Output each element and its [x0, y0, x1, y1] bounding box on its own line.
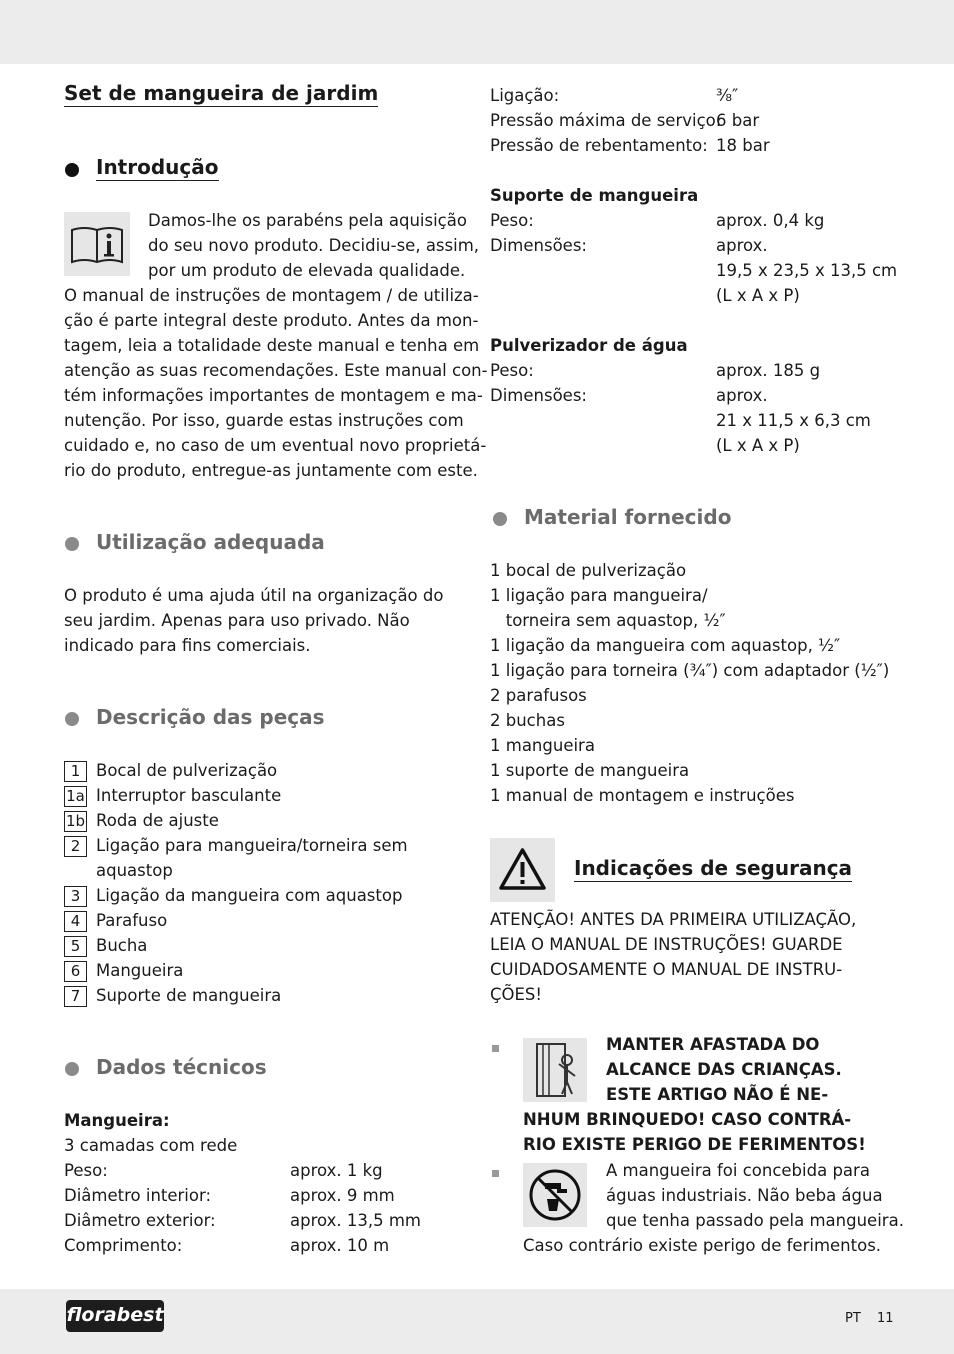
safety-line: águas industriais. Não beba água: [606, 1186, 883, 1205]
part-number-box: 1a: [64, 786, 87, 807]
section-bullet: [493, 512, 507, 526]
sprayer-spec-label: Dimensões:: [490, 386, 587, 405]
hose-spec-value: 18 bar: [716, 136, 770, 155]
hose-spec-label: Peso:: [64, 1161, 108, 1180]
warning-line: ATENÇÃO! ANTES DA PRIMEIRA UTILIZAÇÃO,: [490, 910, 857, 929]
usage-line: O produto é uma ajuda útil na organização do: [64, 586, 444, 605]
part-number-box: 2: [64, 836, 87, 857]
part-label: aquastop: [96, 861, 173, 880]
usage-line: indicado para fins comerciais.: [64, 636, 311, 655]
part-label: Roda de ajuste: [96, 811, 219, 830]
holder-spec-value: 19,5 x 23,5 x 13,5 cm: [716, 261, 898, 280]
supplied-heading: Material fornecido: [524, 505, 732, 529]
intro-line: rio do produto, entregue-as juntamente com este.: [64, 461, 478, 480]
safety-line: RIO EXISTE PERIGO DE FERIMENTOS!: [523, 1135, 866, 1154]
sprayer-spec-value: 21 x 11,5 x 6,3 cm: [716, 411, 871, 430]
safety-line: ALCANCE DAS CRIANÇAS.: [606, 1060, 842, 1079]
safety-line: MANTER AFASTADA DO: [606, 1035, 820, 1054]
safety-line: NHUM BRINQUEDO! CASO CONTRÁ-: [523, 1110, 852, 1129]
sprayer-spec-value: aprox. 185 g: [716, 361, 821, 380]
intro-line: O manual de instruções de montagem / de utiliza-: [64, 286, 479, 305]
intro-line: ção é parte integral deste produto. Antes da mon-: [64, 311, 479, 330]
hose-spec-value: ⅜″: [716, 86, 739, 105]
supplied-item: 1 manual de montagem e instruções: [490, 786, 795, 805]
header-band: [0, 0, 954, 64]
page-title: Set de mangueira de jardim: [64, 81, 379, 105]
hose-spec-value: aprox. 9 mm: [290, 1186, 395, 1205]
hose-spec-value: aprox. 10 m: [290, 1236, 390, 1255]
intro-line: nutenção. Por isso, guarde estas instruções com: [64, 411, 464, 430]
part-label: Bocal de pulverização: [96, 761, 278, 780]
parts-heading: Descrição das peças: [96, 705, 325, 729]
warning-line: LEIA O MANUAL DE INSTRUÇÕES! GUARDE: [490, 935, 843, 954]
sprayer-spec-label: Peso:: [490, 361, 534, 380]
holder-spec-label: Dimensões:: [490, 236, 587, 255]
part-number-box: 1b: [65, 812, 86, 830]
holder-title: Suporte de mangueira: [490, 186, 699, 205]
part-label: Parafuso: [96, 911, 168, 930]
intro-line: tém informações importantes de montagem e ma-: [64, 386, 483, 405]
part-number-box: 6: [64, 961, 87, 982]
footer-lang: PT: [845, 1311, 861, 1326]
part-label: Bucha: [96, 936, 148, 955]
child-warning-icon: [523, 1038, 587, 1102]
supplied-item: 1 suporte de mangueira: [490, 761, 690, 780]
hose-spec-value: aprox. 1 kg: [290, 1161, 383, 1180]
part-label: Ligação da mangueira com aquastop: [96, 886, 403, 905]
supplied-item: 1 mangueira: [490, 736, 595, 755]
section-bullet: [65, 712, 79, 726]
part-number-box: 5: [64, 936, 87, 957]
part-number-box: 1: [64, 761, 87, 782]
info-book-icon: [64, 212, 130, 276]
holder-spec-value: aprox.: [716, 236, 768, 255]
safety-heading: Indicações de segurança: [574, 856, 853, 880]
intro-line: por um produto de elevada qualidade.: [148, 261, 466, 280]
sprayer-title: Pulverizador de água: [490, 336, 688, 355]
warning-line: CUIDADOSAMENTE O MANUAL DE INSTRU-: [490, 960, 843, 979]
part-number-box: 7: [64, 986, 87, 1007]
page-number: 11: [877, 1311, 894, 1326]
warning-line: ÇÕES!: [490, 985, 543, 1004]
sprayer-spec-value: aprox.: [716, 386, 768, 405]
intro-line: tagem, leia a totalidade deste manual e tenha em: [64, 336, 480, 355]
supplied-item: 2 buchas: [490, 711, 565, 730]
hose-spec-label: Comprimento:: [64, 1236, 183, 1255]
hose-spec-value: 6 bar: [716, 111, 760, 130]
intro-heading: Introdução: [96, 155, 219, 179]
hose-title: Mangueira:: [64, 1111, 170, 1130]
part-label: Mangueira: [96, 961, 184, 980]
hose-spec-label: Diâmetro interior:: [64, 1186, 212, 1205]
usage-line: seu jardim. Apenas para uso privado. Não: [64, 611, 410, 630]
hose-spec-label: Pressão de rebentamento:: [490, 136, 708, 155]
list-bullet: [492, 1170, 499, 1177]
supplied-item: 1 ligação para torneira (¾″) com adaptador (½″): [490, 661, 890, 680]
no-drinking-water-icon: [523, 1163, 587, 1227]
brand-logo: florabest: [66, 1300, 164, 1332]
sprayer-spec-value: (L x A x P): [716, 436, 800, 455]
supplied-item: 2 parafusos: [490, 686, 587, 705]
intro-line: cuidado e, no caso de um eventual novo proprietá-: [64, 436, 487, 455]
holder-spec-value: aprox. 0,4 kg: [716, 211, 825, 230]
supplied-item: 1 bocal de pulverização: [490, 561, 687, 580]
hose-spec-value: aprox. 13,5 mm: [290, 1211, 421, 1230]
holder-spec-value: (L x A x P): [716, 286, 800, 305]
supplied-item: 1 ligação da mangueira com aquastop, ½″: [490, 636, 841, 655]
supplied-item: 1 ligação para mangueira/: [490, 586, 708, 605]
section-bullet: [65, 163, 79, 177]
part-number-box: 4: [64, 911, 87, 932]
list-bullet: [492, 1045, 499, 1052]
safety-line: A mangueira foi concebida para: [606, 1161, 870, 1180]
intro-line: Damos-lhe os parabéns pela aquisição: [148, 211, 467, 230]
safety-line: ESTE ARTIGO NÃO É NE-: [606, 1085, 829, 1104]
safety-line: Caso contrário existe perigo de ferimentos.: [523, 1236, 882, 1255]
supplied-item: torneira sem aquastop, ½″: [490, 611, 726, 630]
part-label: Suporte de mangueira: [96, 986, 282, 1005]
part-number-box: 3: [64, 886, 87, 907]
usage-heading: Utilização adequada: [96, 530, 325, 554]
intro-line: atenção as suas recomendações. Este manual con-: [64, 361, 488, 380]
hose-note: 3 camadas com rede: [64, 1136, 238, 1155]
section-bullet: [65, 537, 79, 551]
warning-triangle-icon: [490, 838, 555, 902]
section-bullet: [65, 1062, 79, 1076]
intro-line: do seu novo produto. Decidiu-se, assim,: [148, 236, 480, 255]
part-label: Interruptor basculante: [96, 786, 282, 805]
safety-line: que tenha passado pela mangueira.: [606, 1211, 904, 1230]
hose-spec-label: Pressão máxima de serviço:: [490, 111, 722, 130]
hose-spec-label: Ligação:: [490, 86, 560, 105]
hose-spec-label: Diâmetro exterior:: [64, 1211, 216, 1230]
tech-heading: Dados técnicos: [96, 1055, 267, 1079]
holder-spec-label: Peso:: [490, 211, 534, 230]
part-label: Ligação para mangueira/torneira sem: [96, 836, 408, 855]
